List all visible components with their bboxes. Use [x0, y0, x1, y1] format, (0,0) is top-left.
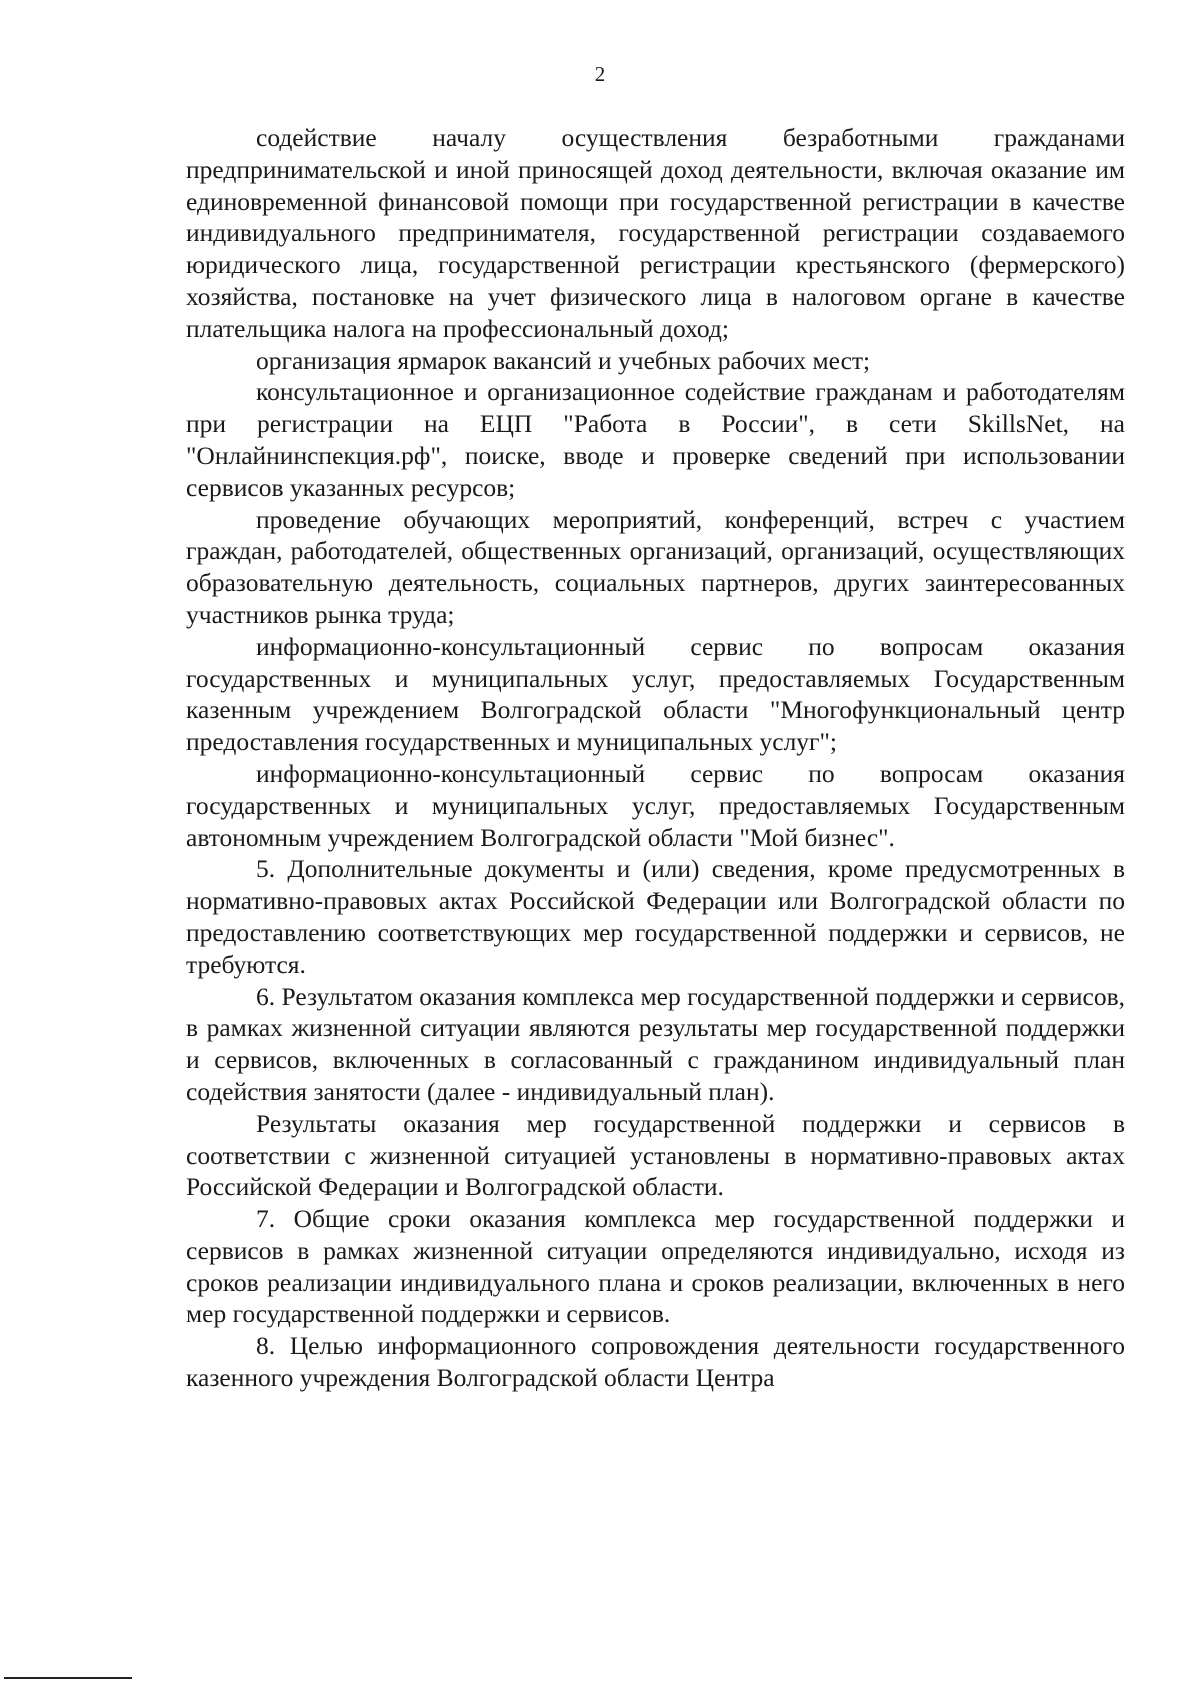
paragraph-results: Результаты оказания мер государственной поддержки и сервисов в соответствии с жизненной ситуацией установлены в нормативно-правовых актах Российской Федерации и Волгоградской области. — [186, 1108, 1125, 1202]
paragraph-my-business-service: информационно-консультационный сервис по вопросам оказания государственных и муниципальных услуг, предоставляемых Государственным автономным учреждением Волгоградской области "Мой бизнес". — [186, 758, 1125, 852]
paragraph-job-fairs: организация ярмарок вакансий и учебных рабочих мест; — [256, 345, 871, 375]
paragraph-training-events: проведение обучающих мероприятий, конференций, встреч с участием граждан, работодателей, общественных организаций, организаций, осуществляющих образовательную деятельность, социальных партнеров, других заинтересованных участников рынка труда; — [186, 504, 1125, 629]
paragraph-item-5: 5. Дополнительные документы и (или) сведения, кроме предусмотренных в нормативно-правовых актах Российской Федерации или Волгоградской области по предоставлению соответствующих мер государственной поддержки и сервисов, не требуются. — [186, 854, 1125, 979]
paragraph-registration-assistance: консультационное и организационное содействие гражданам и работодателям при регистрации на ЕЦП "Работа в России", в сети SkillsNet, на "Онлайнинспекция.рф", поиске, вводе и проверке сведений при использовании сервисов указанных ресурсов; — [186, 377, 1125, 502]
document-body — [186, 122, 1125, 1394]
paragraph-self-employment-support: содействие началу осуществления безработными гражданами предпринимательской и иной приносящей доход деятельности, включая оказание им единовременной финансовой помощи при государственной регистрации в качестве индивидуального предпринимателя, государственной регистрации создаваемого юридического лица, государственной регистрации крестьянского (фермерского) хозяйства, постановке на учет физического лица в налоговом органе в качестве плательщика налога на профессиональный доход; — [186, 123, 1125, 343]
paragraph-item-7: 7. Общие сроки оказания комплекса мер государственной поддержки и сервисов в рамках жизненной ситуации определяются индивидуально, исходя из сроков реализации индивидуального плана и сроков реализации, включенных в него мер государственной поддержки и сервисов. — [186, 1204, 1125, 1329]
paragraph-item-8: 8. Целью информационного сопровождения деятельности государственного казенного учреждения Волгоградской области Центра — [186, 1331, 1125, 1393]
page-number: 2 — [594, 62, 606, 86]
footer-rule — [4, 1677, 132, 1679]
paragraph-mfc-service: информационно-консультационный сервис по вопросам оказания государственных и муниципальных услуг, предоставляемых Государственным казенным учреждением Волгоградской области "Многофункциональный центр предоставления государственных и муниципальных услуг"; — [186, 631, 1125, 757]
paragraph-item-6: 6. Результатом оказания комплекса мер государственной поддержки и сервисов, в рамках жизненной ситуации являются результаты мер государственной поддержки и сервисов, включенных в согласованный с гражданином индивидуальный план содействия занятости (далее - индивидуальный план). — [186, 981, 1125, 1106]
